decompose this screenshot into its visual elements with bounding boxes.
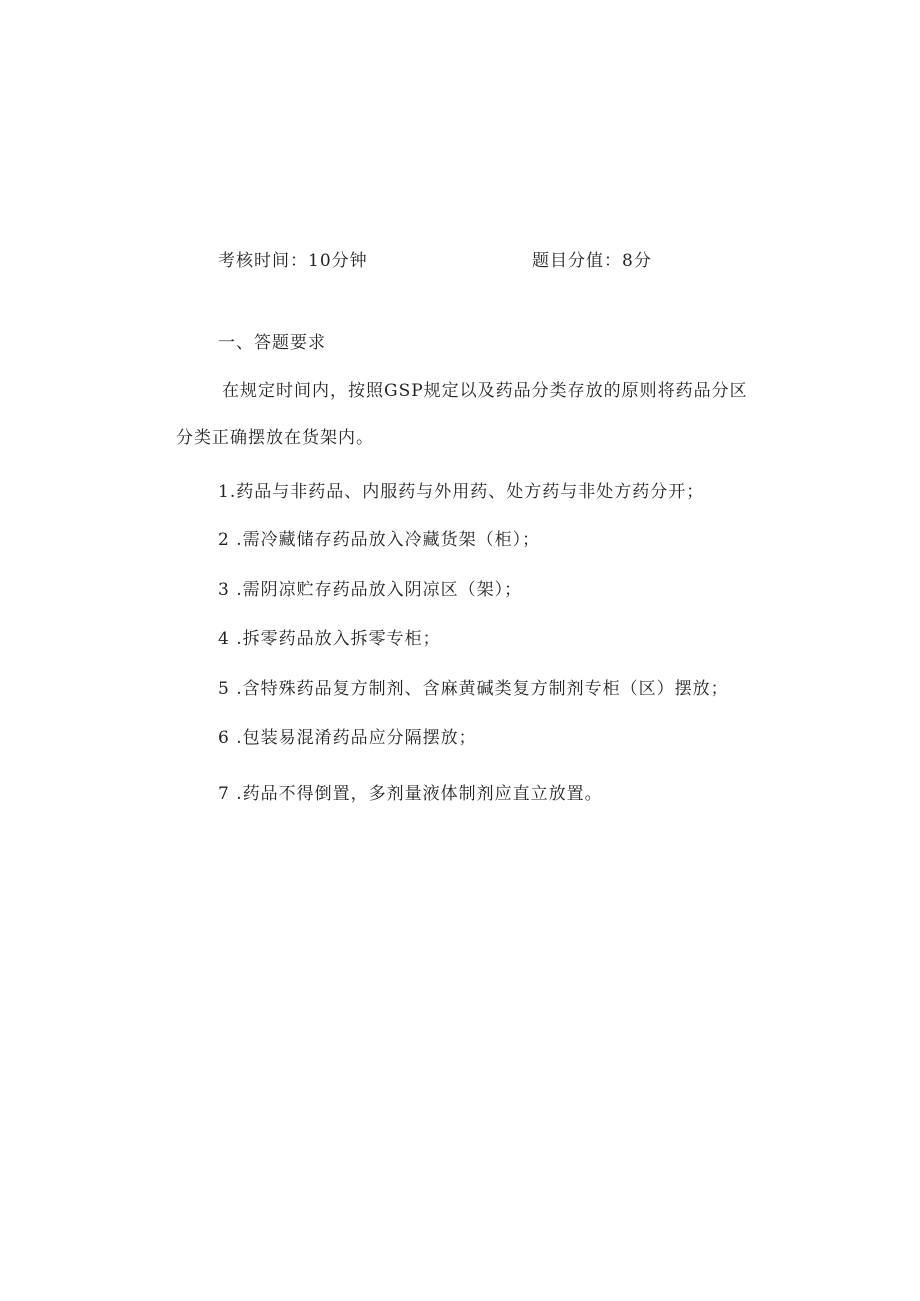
requirement-item: 2 .需冷藏储存药品放入冷藏货架（柜）； (218, 530, 541, 550)
requirement-item: 3 .需阴凉贮存药品放入阴凉区（架）； (218, 580, 523, 600)
intro-paragraph-line: 在规定时间内，按照GSP规定以及药品分类存放的原则将药品分区 (222, 381, 748, 401)
section-heading: 一、答题要求 (218, 333, 326, 353)
requirement-item: 4 .拆零药品放入拆零专柜； (218, 629, 441, 649)
requirement-item: 6 .包装易混淆药品应分隔摆放； (218, 728, 477, 748)
exam-time-label: 考核时间：10分钟 (218, 251, 368, 271)
requirement-item: 7 .药品不得倒置，多剂量液体制剂应直立放置。 (218, 784, 603, 804)
score-label: 题目分值：8分 (532, 251, 652, 271)
requirement-item: 1.药品与非药品、内服药与外用药、处方药与非处方药分开； (218, 482, 705, 502)
intro-paragraph-line: 分类正确摆放在货架内。 (176, 428, 374, 448)
requirement-item: 5 .含特殊药品复方制剂、含麻黄碱类复方制剂专柜（区）摆放； (218, 679, 729, 699)
